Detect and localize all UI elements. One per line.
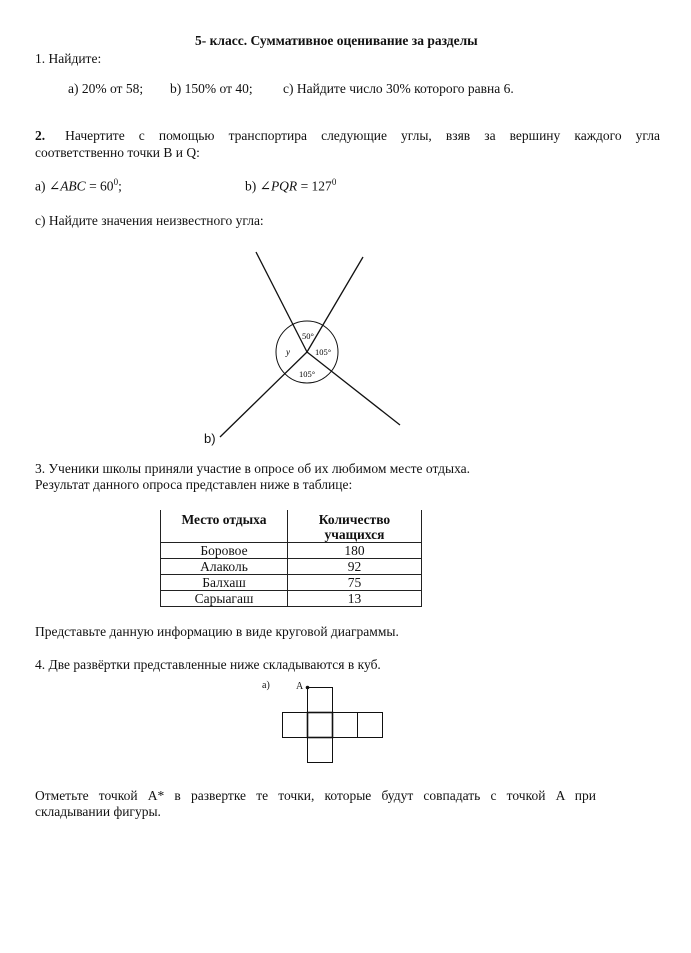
- q2-b-eq: = 127: [297, 178, 332, 194]
- table-cell-place: Боровое: [161, 543, 288, 559]
- q4-instruction-line2: складывании фигуры.: [35, 804, 161, 819]
- figure-label-b: b): [204, 431, 216, 446]
- net-square: [358, 713, 383, 738]
- net-square: [283, 713, 308, 738]
- q3-line1: 3. Ученики школы приняли участие в опросе об их любимом месте отдыха.: [35, 461, 471, 476]
- net-square: [333, 713, 358, 738]
- q3-instruction: Представьте данную информацию в виде круговой диаграммы.: [35, 624, 399, 639]
- angle-label-right: 105°: [315, 347, 332, 357]
- table-cell-count: 13: [288, 591, 422, 607]
- q1-item-c: c) Найдите число 30% которого равна 6.: [283, 81, 514, 96]
- q2-number: 2.: [35, 128, 46, 143]
- table-cell-place: Алаколь: [161, 559, 288, 575]
- point-a-marker: [306, 686, 310, 690]
- table-cell-place: Балхаш: [161, 575, 288, 591]
- q2-part-c: c) Найдите значения неизвестного угла:: [35, 213, 264, 228]
- angle-label-bottom: 105°: [299, 369, 316, 379]
- q2-b-degree: 0: [331, 177, 337, 187]
- q1-item-a: a) 20% от 58;: [68, 81, 144, 96]
- q1-heading: 1. Найдите:: [35, 51, 102, 66]
- angle-symbol-icon: ∠: [259, 178, 271, 194]
- net-label-a: a): [262, 680, 270, 691]
- point-label-a: A: [296, 681, 304, 692]
- q2-b-expr: PQR: [270, 178, 298, 194]
- q2-a-expr: ABC: [60, 178, 86, 194]
- table-cell-place: Сарыагаш: [161, 591, 288, 607]
- table-cell-count: 92: [288, 559, 422, 575]
- q2-a-end: ;: [118, 178, 122, 194]
- q2-b-label: b): [245, 178, 257, 194]
- table-cell-count: 180: [288, 543, 422, 559]
- page-title: 5- класс. Суммативное оценивание за разделы: [195, 33, 478, 48]
- q2-intro-line2: соответственно точки B и Q:: [35, 145, 200, 160]
- q3-line2: Результат данного опроса представлен ниже в таблице:: [35, 477, 353, 492]
- net-square: [308, 713, 333, 738]
- q2-a-eq: = 60: [85, 178, 114, 194]
- net-square: [308, 688, 333, 713]
- q4-heading: 4. Две развёртки представленные ниже складываются в куб.: [35, 657, 381, 672]
- q2-line1-text: Начертите с помощью транспортира следующие углы, взяв за вершину каждого угла: [65, 128, 660, 143]
- q1-item-b: b) 150% от 40;: [170, 81, 253, 96]
- table-cell-count: 75: [288, 575, 422, 591]
- q2-a-label: a): [35, 178, 46, 194]
- q4-instruction-line1: Отметьте точкой A* в развертке те точки, которые будут совпадать с точкой A при: [35, 788, 596, 803]
- table-header-place: Место отдыха: [161, 510, 288, 543]
- table-header-count: Количество учащихся: [288, 510, 422, 543]
- net-square: [308, 738, 333, 763]
- angle-symbol-icon: ∠: [48, 178, 61, 194]
- q2-a-degree: 0: [113, 177, 119, 187]
- angle-label-top: 50°: [302, 331, 314, 341]
- angle-label-unknown: y: [286, 347, 290, 357]
